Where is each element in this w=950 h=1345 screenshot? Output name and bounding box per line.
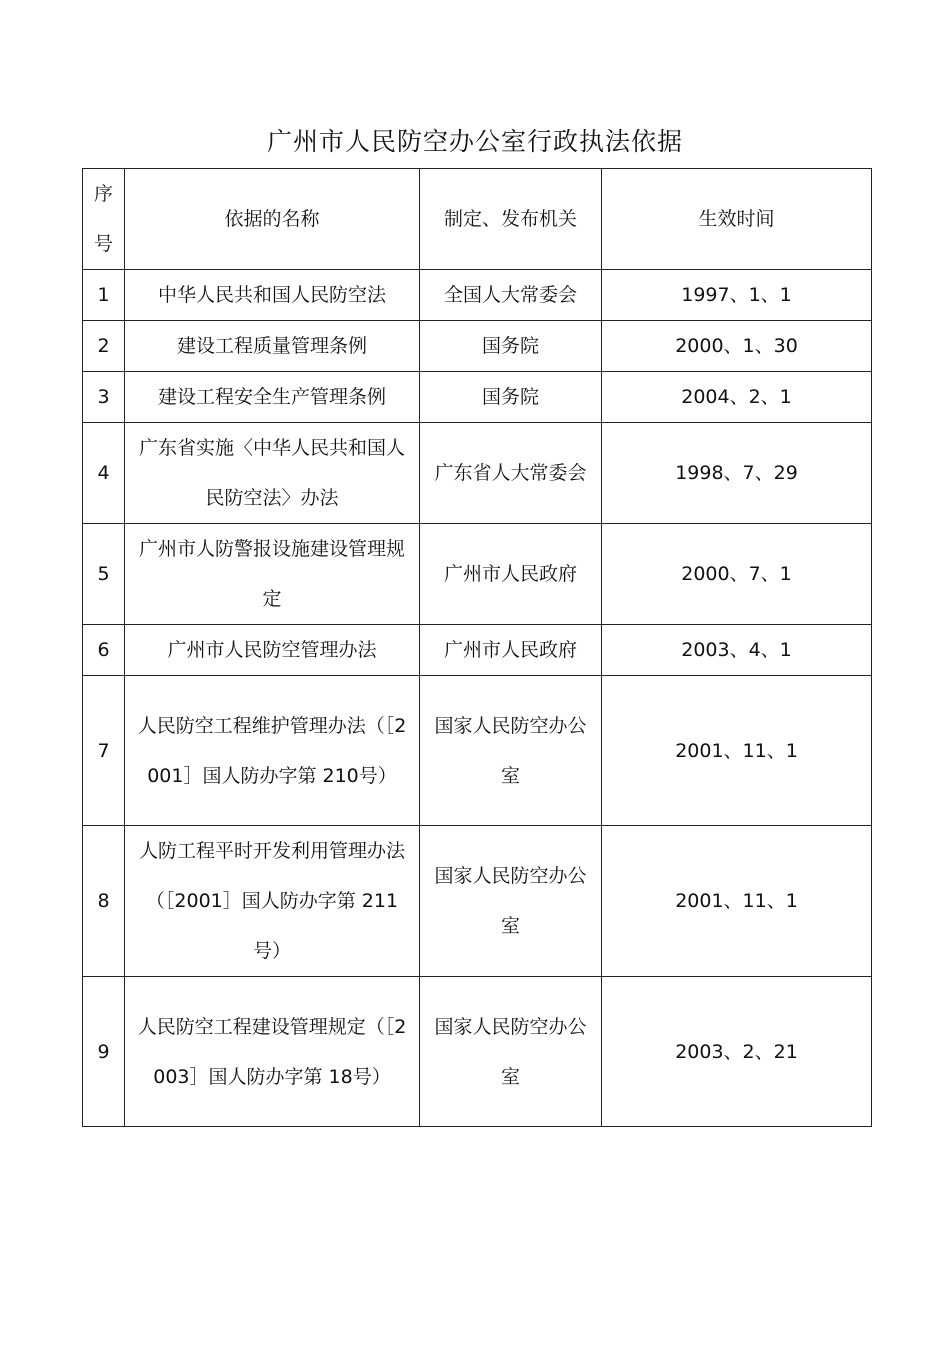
issuing-authority: 广州市人民政府 — [420, 524, 602, 625]
row-number: 6 — [83, 625, 125, 676]
issuing-authority: 国务院 — [420, 372, 602, 423]
table-row — [83, 977, 872, 1127]
table-row — [83, 423, 872, 524]
basis-name: 人民防空工程建设管理规定（［2003］国人防办字第 18号） — [125, 977, 420, 1127]
row-number: 5 — [83, 524, 125, 625]
effective-date: 2001、11、1 — [602, 826, 872, 977]
table-row — [83, 676, 872, 826]
row-number: 8 — [83, 826, 125, 977]
header-basis-name: 依据的名称 — [125, 169, 420, 270]
header-issuing-authority: 制定、发布机关 — [420, 169, 602, 270]
page-title: 广州市人民防空办公室行政执法依据 — [266, 127, 683, 156]
header-serial-line1: 序 — [93, 183, 113, 205]
issuing-authority: 全国人大常委会 — [420, 270, 602, 321]
table-row — [83, 625, 872, 676]
issuing-authority: 国务院 — [420, 321, 602, 372]
row-number: 2 — [83, 321, 125, 372]
issuing-authority: 国家人民防空办公室 — [420, 826, 602, 977]
basis-name: 人民防空工程维护管理办法（［2001］国人防办字第 210号） — [125, 676, 420, 826]
enforcement-basis-table — [82, 168, 872, 1127]
header-serial-line2: 号 — [93, 233, 113, 255]
issuing-authority: 广东省人大常委会 — [420, 423, 602, 524]
issuing-authority: 国家人民防空办公室 — [420, 676, 602, 826]
basis-name: 广东省实施〈中华人民共和国人民防空法〉办法 — [125, 423, 420, 524]
header-effective-date: 生效时间 — [602, 169, 872, 270]
effective-date: 2004、2、1 — [602, 372, 872, 423]
effective-date: 2000、1、30 — [602, 321, 872, 372]
effective-date: 2003、2、21 — [602, 977, 872, 1127]
basis-name: 建设工程质量管理条例 — [125, 321, 420, 372]
row-number: 1 — [83, 270, 125, 321]
row-number: 3 — [83, 372, 125, 423]
row-number: 7 — [83, 676, 125, 826]
row-number: 9 — [83, 977, 125, 1127]
basis-name: 建设工程安全生产管理条例 — [125, 372, 420, 423]
issuing-authority: 国家人民防空办公室 — [420, 977, 602, 1127]
effective-date: 2003、4、1 — [602, 625, 872, 676]
effective-date: 1997、1、1 — [602, 270, 872, 321]
table-row — [83, 321, 872, 372]
basis-name: 中华人民共和国人民防空法 — [125, 270, 420, 321]
issuing-authority: 广州市人民政府 — [420, 625, 602, 676]
table-row — [83, 372, 872, 423]
table-row — [83, 524, 872, 625]
basis-name: 广州市人民防空管理办法 — [125, 625, 420, 676]
effective-date: 2001、11、1 — [602, 676, 872, 826]
effective-date: 1998、7、29 — [602, 423, 872, 524]
basis-name: 广州市人防警报设施建设管理规定 — [125, 524, 420, 625]
effective-date: 2000、7、1 — [602, 524, 872, 625]
header-serial-number — [83, 169, 125, 270]
table-row — [83, 826, 872, 977]
table-header-row — [83, 169, 872, 270]
row-number: 4 — [83, 423, 125, 524]
basis-name: 人防工程平时开发利用管理办法（［2001］国人防办字第 211 号） — [125, 826, 420, 977]
table-row — [83, 270, 872, 321]
